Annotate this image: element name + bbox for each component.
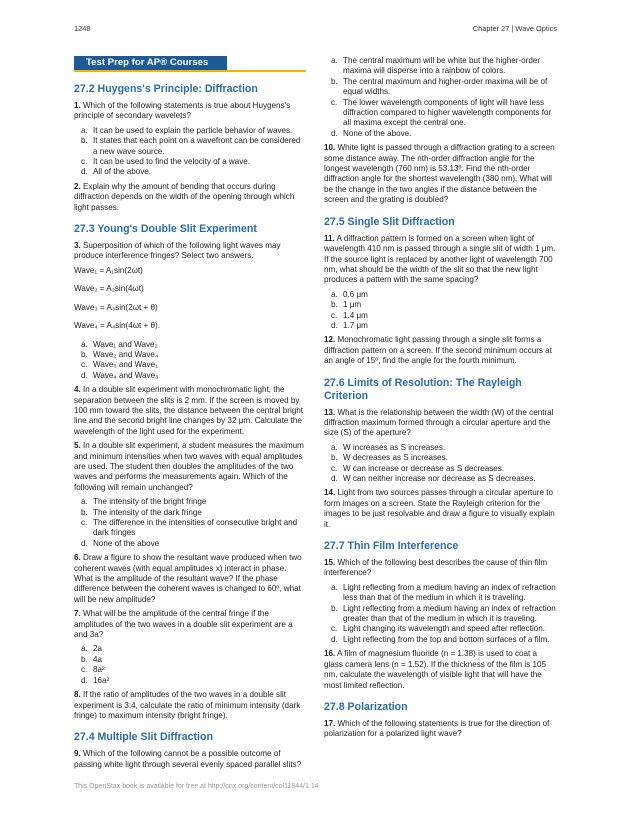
footer-note: This OpenStax book is available for free at http://cnx.org/content/col11844/1.14 (74, 783, 319, 790)
question-14: 14. Light from two sources passes through a circular aperture to form images on a screen. State the Rayleigh criterion for the images to be just resolvable and draw a figure to visually explain it. (324, 488, 555, 529)
option-letter: d. (331, 320, 338, 330)
option-letter: a. (331, 289, 338, 299)
question-1-options (74, 126, 306, 178)
answer-option (74, 508, 306, 518)
question-9: 9. Which of the following cannot be a possible outcome of passing white light through several evenly spaced parallel slits? (74, 749, 302, 769)
answer-option (324, 311, 556, 321)
question-13-options (324, 443, 556, 485)
section-heading: 27.4 Multiple Slit Diffraction (74, 731, 213, 744)
answer-option (324, 290, 556, 300)
option-letter: b. (81, 136, 88, 146)
answer-option (74, 136, 306, 157)
answer-option (324, 98, 556, 129)
question-11-options (324, 290, 556, 332)
question-4: 4. In a double slit experiment with monochromatic light, the separation between the slits is 2 mm. If the screen is moved by 100 mm toward the slits, the distance between the central bright line and the second bright line changes by 32 μm. Calculate the wavelength of the light used for the experiment. (74, 385, 303, 436)
wave-equation: Wave₂ = A₂sin(4ωt) (74, 284, 144, 294)
answer-option (74, 157, 306, 167)
option-letter: b. (81, 654, 88, 664)
option-letter: a. (81, 339, 88, 349)
section-heading: 27.6 Limits of Resolution: The Rayleigh Criterion (324, 376, 522, 402)
option-letter: d. (81, 538, 88, 548)
question-12: 12. Monochromatic light passing through a single slit forms a diffraction pattern on a screen. If the second minimum occurs at an angle of 15º, find the angle for the fourth minimum. (324, 335, 552, 366)
option-letter: b. (81, 507, 88, 517)
option-letter: a. (331, 56, 338, 65)
option-text: 0.6 μm (343, 289, 368, 299)
question-10: 10. White light is passed through a diffraction grating to a screen some distance away. The nth-order diffraction angle for the longest wavelength (760 nm) is 53.13º. Find the nth-order diffraction angle for the shortest wavelength (380 nm). What will be the change in the two angles if the distance between the screen and the grating is doubled? (324, 143, 555, 205)
answer-option (324, 300, 556, 310)
question-7-options (74, 644, 306, 686)
section-heading: 27.5 Single Slit Diffraction (324, 215, 455, 228)
option-text: The intensity of the dark fringe (93, 507, 202, 517)
option-text: W can increase or decrease as S decreases. (343, 463, 505, 473)
option-letter: c. (81, 518, 88, 527)
option-letter: c. (81, 360, 88, 370)
option-text: It can be used to explain the particle behavior of waves. (93, 125, 293, 135)
option-text: 1 μm (343, 300, 362, 310)
answer-option (324, 77, 556, 98)
test-prep-banner: Test Prep for AP® Courses (74, 56, 227, 70)
option-letter: b. (331, 76, 338, 86)
question-9-options (324, 56, 556, 139)
question-13: 13. What is the relationship between the width (W) of the central diffraction maximum formed through a circular aperture and the size (S) of the aperture? (324, 407, 554, 438)
section-heading: 27.2 Huygens's Principle: Diffraction (74, 83, 258, 95)
answer-option (324, 129, 556, 139)
option-letter: b. (331, 300, 338, 310)
answer-option (324, 321, 556, 331)
answer-option (74, 371, 306, 381)
question-3-options (74, 340, 306, 382)
answer-option (74, 167, 306, 177)
option-letter: b. (81, 349, 88, 359)
option-letter: c. (81, 157, 88, 167)
option-letter: d. (81, 167, 88, 177)
question-15: 15. Which of the following best describes the cause of thin film interference? (324, 558, 548, 578)
answer-option (324, 56, 556, 77)
left-column (74, 56, 306, 774)
option-letter: d. (331, 474, 338, 483)
option-letter: d. (331, 128, 338, 138)
banner-rule (74, 70, 306, 72)
option-text: The central maximum will be white but the higher-order maxima will disperse into a rainbow of colors. (343, 56, 541, 76)
option-text: W can neither increase nor decrease as S decreases. (343, 474, 536, 483)
answer-option (324, 624, 556, 634)
option-text: W increases as S increases. (343, 442, 446, 452)
answer-option (324, 464, 556, 474)
option-text: W decreases as S increases. (343, 453, 448, 463)
option-text: Light changing its wavelength and speed after reflection. (343, 624, 546, 634)
option-text: The intensity of the bright fringe (93, 497, 207, 507)
option-text: None of the above (93, 538, 160, 548)
option-letter: d. (331, 634, 338, 644)
answer-option (74, 539, 306, 549)
question-6: 6. Draw a figure to show the resultant wave produced when two coherent waves (with equal amplitudes x) interact in phase. What is the amplitude of the resultant wave? If the phase difference between the coherent waves is changed to 60º, what will be new amplitude? (74, 553, 302, 604)
section-heading: 27.7 Thin Film Interference (324, 540, 459, 553)
option-text: Wave₃ and Wave₁ (93, 360, 158, 370)
option-text: Wave₂ and Wave₄ (93, 349, 159, 359)
answer-option (324, 604, 556, 625)
answer-option (74, 676, 306, 686)
option-text: The lower wavelength components of light will have less diffraction compared to higher wavelength components for all maxima except the central one. (343, 97, 552, 128)
question-11: 11. A diffraction pattern is formed on a screen when light of wavelength 410 nm is passed through a single slit of width 1 μm. If the source light is replaced by another light of wavelength 700 nm, what should be the width of the slit so that the new light produces a pattern with the same spacing? (324, 233, 556, 285)
option-text: The difference in the intensities of consecutive bright and dark fringes (93, 518, 298, 538)
answer-option (74, 126, 306, 136)
option-text: 1.4 μm (343, 310, 368, 320)
option-text: 2a (93, 644, 103, 654)
option-letter: c. (331, 310, 338, 320)
option-letter: c. (81, 665, 88, 675)
chapter-header: Chapter 27 | Wave Optics (472, 24, 557, 33)
option-letter: c. (331, 97, 338, 107)
answer-option (324, 474, 556, 484)
question-7: 7. What will be the amplitude of the central fringe if the amplitudes of the two waves in a double slit experiment are a and 3a? (74, 609, 293, 640)
answer-option (324, 453, 556, 463)
question-15-options (324, 583, 556, 645)
question-1: 1. Which of the following statements is true about Huygens's principle of secondary wavelets? (74, 101, 291, 121)
question-17: 17. Which of the following statements is true for the direction of polarization for a polarized light wave? (324, 718, 550, 739)
option-letter: a. (81, 644, 88, 654)
option-letter: b. (331, 603, 338, 613)
wave-equation: Wave₃ = A₃sin(2ωt + θ) (74, 302, 158, 312)
option-text: Light reflecting from the top and bottom surfaces of a film. (343, 634, 550, 644)
question-8: 8. If the ratio of amplitudes of the two waves in a double slit experiment is 3:4, calculate the ratio of minimum intensity (dark fringe) to maximum intensity (bright fringe). (74, 690, 301, 720)
option-text: 8a² (93, 665, 105, 675)
section-heading: 27.3 Young's Double Slit Experiment (74, 223, 257, 236)
option-letter: d. (81, 370, 88, 380)
option-text: It states that each point on a wavefront can be considered a new wave source. (93, 136, 301, 156)
question-2: 2. Explain why the amount of bending that occurs during diffraction depends on the width of the opening through which light passes. (74, 181, 295, 212)
answer-option (74, 360, 306, 370)
wave-equation: Wave₄ = A₄sin(4ωt + θ). (74, 321, 160, 331)
answer-option (74, 665, 306, 675)
answer-option (74, 350, 306, 360)
answer-option (74, 497, 306, 507)
question-16: 16. A film of magnesium fluoride (n = 1.38) is used to coat a glass camera lens (n = 1.52). If the thickness of the film is 105 nm, calculate the wavelength of visible light that will have the most limited reflection. (324, 649, 547, 690)
question-5-options (74, 497, 306, 549)
option-text: None of the above. (343, 128, 412, 138)
option-text: It can be used to find the velocity of a wave. (93, 157, 251, 167)
option-letter: d. (81, 675, 88, 685)
option-text: Wave₄ and Wave₃ (93, 370, 159, 380)
answer-option (74, 340, 306, 350)
section-heading: 27.8 Polarization (324, 700, 408, 713)
option-letter: b. (331, 453, 338, 463)
answer-option (74, 644, 306, 654)
option-text: Light reflecting from a medium having an index of refraction less than that of the medium in which it is traveling. (343, 582, 556, 603)
wave-equation: Wave₁ = A₁sin(2ωt) (74, 265, 143, 275)
question-3: 3. Superposition of which of the following light waves may produce interference fringes? Select two answers. (74, 241, 281, 261)
option-text: 4a (93, 654, 103, 664)
answer-option (74, 518, 306, 539)
option-text: The central maximum and higher-order maxima will be of equal widths. (343, 76, 548, 97)
answer-option (324, 583, 556, 604)
answer-option (324, 443, 556, 453)
option-letter: a. (81, 125, 88, 135)
answer-option (74, 655, 306, 665)
option-text: Wave₁ and Wave₂ (93, 339, 158, 349)
option-text: 16a² (93, 675, 110, 685)
option-text: 1.7 μm (343, 320, 368, 330)
option-letter: a. (331, 442, 338, 452)
option-letter: a. (81, 497, 88, 507)
answer-option (324, 635, 556, 645)
page-number: 1248 (74, 24, 91, 33)
option-text: Light reflecting from a medium having an index of refraction greater than that of the medium in which it is traveling. (343, 603, 556, 624)
right-column (324, 56, 556, 744)
option-letter: a. (331, 582, 338, 592)
question-5: 5. In a double slit experiment, a student measures the maximum and minimum intensities when two waves with equal amplitudes are used. The student then doubles the amplitudes of the two waves and performs the measurements again. Which of the following will remain unchanged? (74, 441, 304, 492)
option-letter: c. (331, 624, 338, 634)
option-letter: c. (331, 463, 338, 473)
option-text: All of the above. (93, 167, 152, 177)
